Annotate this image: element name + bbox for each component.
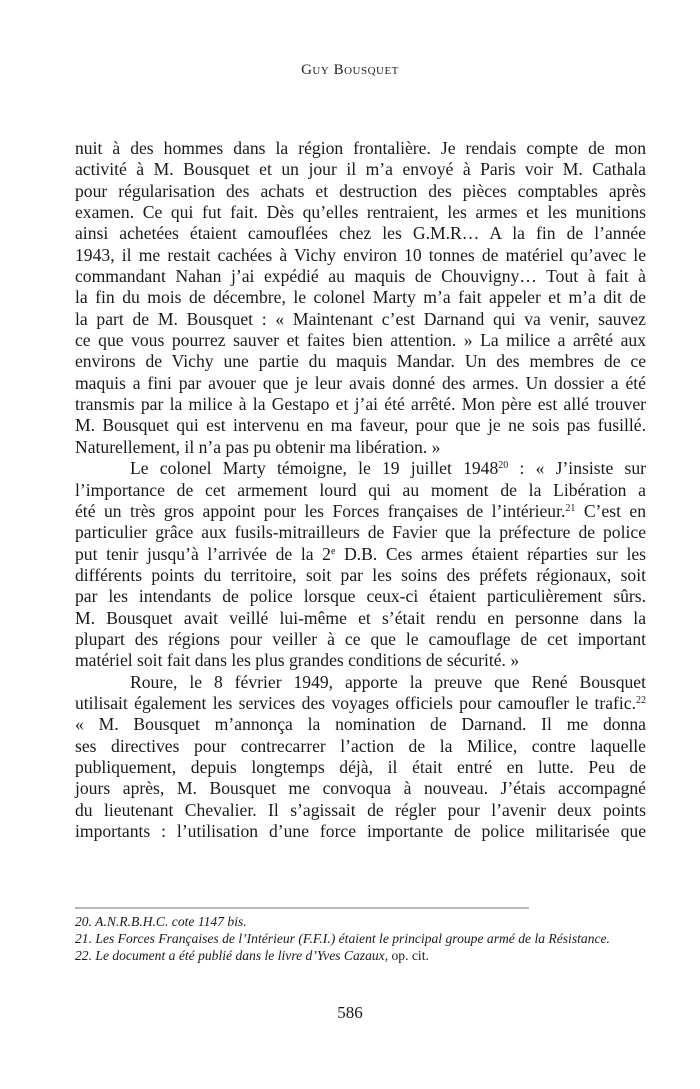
text-line: ce que vous pourrez sauver et faites bien attention. » La milice a arrêté aux	[75, 330, 646, 351]
text-line: matériel soit fait dans les plus grandes conditions de sécurité. »	[75, 650, 520, 671]
running-head: Guy Bousquet	[301, 62, 399, 78]
superscript-e: e	[330, 545, 336, 557]
text-line: pour régularisation des achats et destruction des pièces comptables après	[75, 180, 646, 201]
footnote-20: 20. A.N.R.B.H.C. cote 1147 bis.	[75, 914, 247, 929]
text-segment: : « J’insiste sur	[508, 458, 646, 479]
text-line: « M. Bousquet m’annonça la nomination de Darnand. Il me donna	[75, 714, 646, 735]
text-line: M. Bousquet qui est intervenu en ma faveur, pour que je ne sois pas fusillé.	[75, 415, 646, 436]
text-line: jours après, M. Bousquet me convoqua à nouveau. J’étais accompagné	[75, 778, 646, 799]
text-line: l’importance de cet armement lourd qui au moment de la Libération a	[75, 479, 646, 500]
text-line	[75, 501, 646, 522]
text-segment: C’est en	[575, 500, 646, 521]
text-segment: utilisait également les services des voyages officiels pour camoufler le trafic.	[75, 692, 636, 713]
text-line: Naturellement, il n’a pas pu obtenir ma libération. »	[75, 436, 441, 457]
text-line: 1943, il me restait cachées à Vichy environ 10 tonnes de matériel qu’avec le	[75, 244, 646, 265]
text-line: la part de M. Bousquet : « Maintenant c’est Darnand qui va venir, sauvez	[75, 308, 646, 329]
footnote-roman-tail: op. cit.	[388, 948, 429, 963]
text-line	[75, 544, 646, 565]
footnotes	[75, 913, 655, 964]
footnote-ref-22[interactable]: 22	[636, 694, 646, 706]
text-line: examen. Ce qui fut fait. Dès qu’elles rentraient, les armes et les munitions	[75, 202, 646, 223]
text-segment: été un très gros appoint pour les Forces françaises de l’intérieur.	[75, 500, 566, 521]
text-line	[75, 693, 646, 714]
text-line	[75, 458, 646, 479]
footnote-22	[75, 947, 655, 964]
text-line: ainsi achetées étaient camouflées chez les G.M.R… A la fin de l’année	[75, 223, 646, 244]
text-line: Roure, le 8 février 1949, apporte la preuve que René Bousquet	[130, 671, 646, 692]
text-line: ses directives pour contrecarrer l’action de la Milice, contre laquelle	[75, 735, 646, 756]
footnote-ref-20[interactable]: 20	[498, 460, 509, 472]
text-segment: D.B. Ces armes étaient réparties sur les	[335, 543, 646, 564]
text-segment: put tenir jusqu’à l’arrivée de la 2	[75, 543, 331, 564]
text-line: activité à M. Bousquet et un jour il m’a envoyé à Paris voir M. Cathala	[75, 159, 646, 180]
text-line: particulier grâce aux fusils-mitrailleurs de Favier que la préfecture de police	[75, 522, 646, 543]
text-line: plupart des régions pour veiller à ce que le camouflage de cet important	[75, 628, 646, 649]
footnote-ref-21[interactable]: 21	[565, 502, 576, 514]
text-line: importants : l’utilisation d’une force importante de police militarisée que	[75, 821, 646, 841]
text-line: publiquement, depuis longtemps déjà, il était entré en lutte. Peu de	[75, 756, 646, 777]
text-segment: Le colonel Marty témoigne, le 19 juillet 1948	[130, 458, 499, 479]
body-text	[75, 138, 646, 842]
text-line: par les intendants de police lorsque ceux-ci étaient particulièrement sûrs.	[75, 586, 646, 607]
footnote-21: 21. Les Forces Françaises de l’Intérieur (F.F.I.) étaient le principal groupe armé de la Résistance.	[75, 931, 610, 946]
footnote-divider	[75, 907, 529, 909]
text-line: environs de Vichy une partie du maquis Mandar. Un des membres de ce	[75, 351, 646, 372]
text-line: différents points du territoire, soit par les soins des préfets régionaux, soit	[75, 564, 646, 585]
text-line: la fin du mois de décembre, le colonel Marty m’a fait appeler et m’a dit de	[75, 287, 646, 308]
page-number: 586	[337, 1003, 363, 1022]
text-line: M. Bousquet avait veillé lui-même et s’était rendu en personne dans la	[75, 607, 646, 628]
footnote-text: 22. Le document a été publié dans le livre d’Yves Cazaux,	[75, 948, 389, 963]
text-line: du lieutenant Chevalier. Il s’agissait de régler pour l’avenir deux points	[75, 799, 646, 820]
text-line: maquis a fini par avouer que je leur avais donné des armes. Un dossier a été	[75, 372, 646, 393]
text-line: commandant Nahan j’ai expédié au maquis de Chouvigny… Tout à fait à	[75, 266, 646, 287]
text-line: transmis par la milice à la Gestapo et j’ai été arrêté. Mon père est allé trouver	[75, 394, 646, 415]
text-line: nuit à des hommes dans la région frontalière. Je rendais compte de mon	[75, 138, 646, 158]
